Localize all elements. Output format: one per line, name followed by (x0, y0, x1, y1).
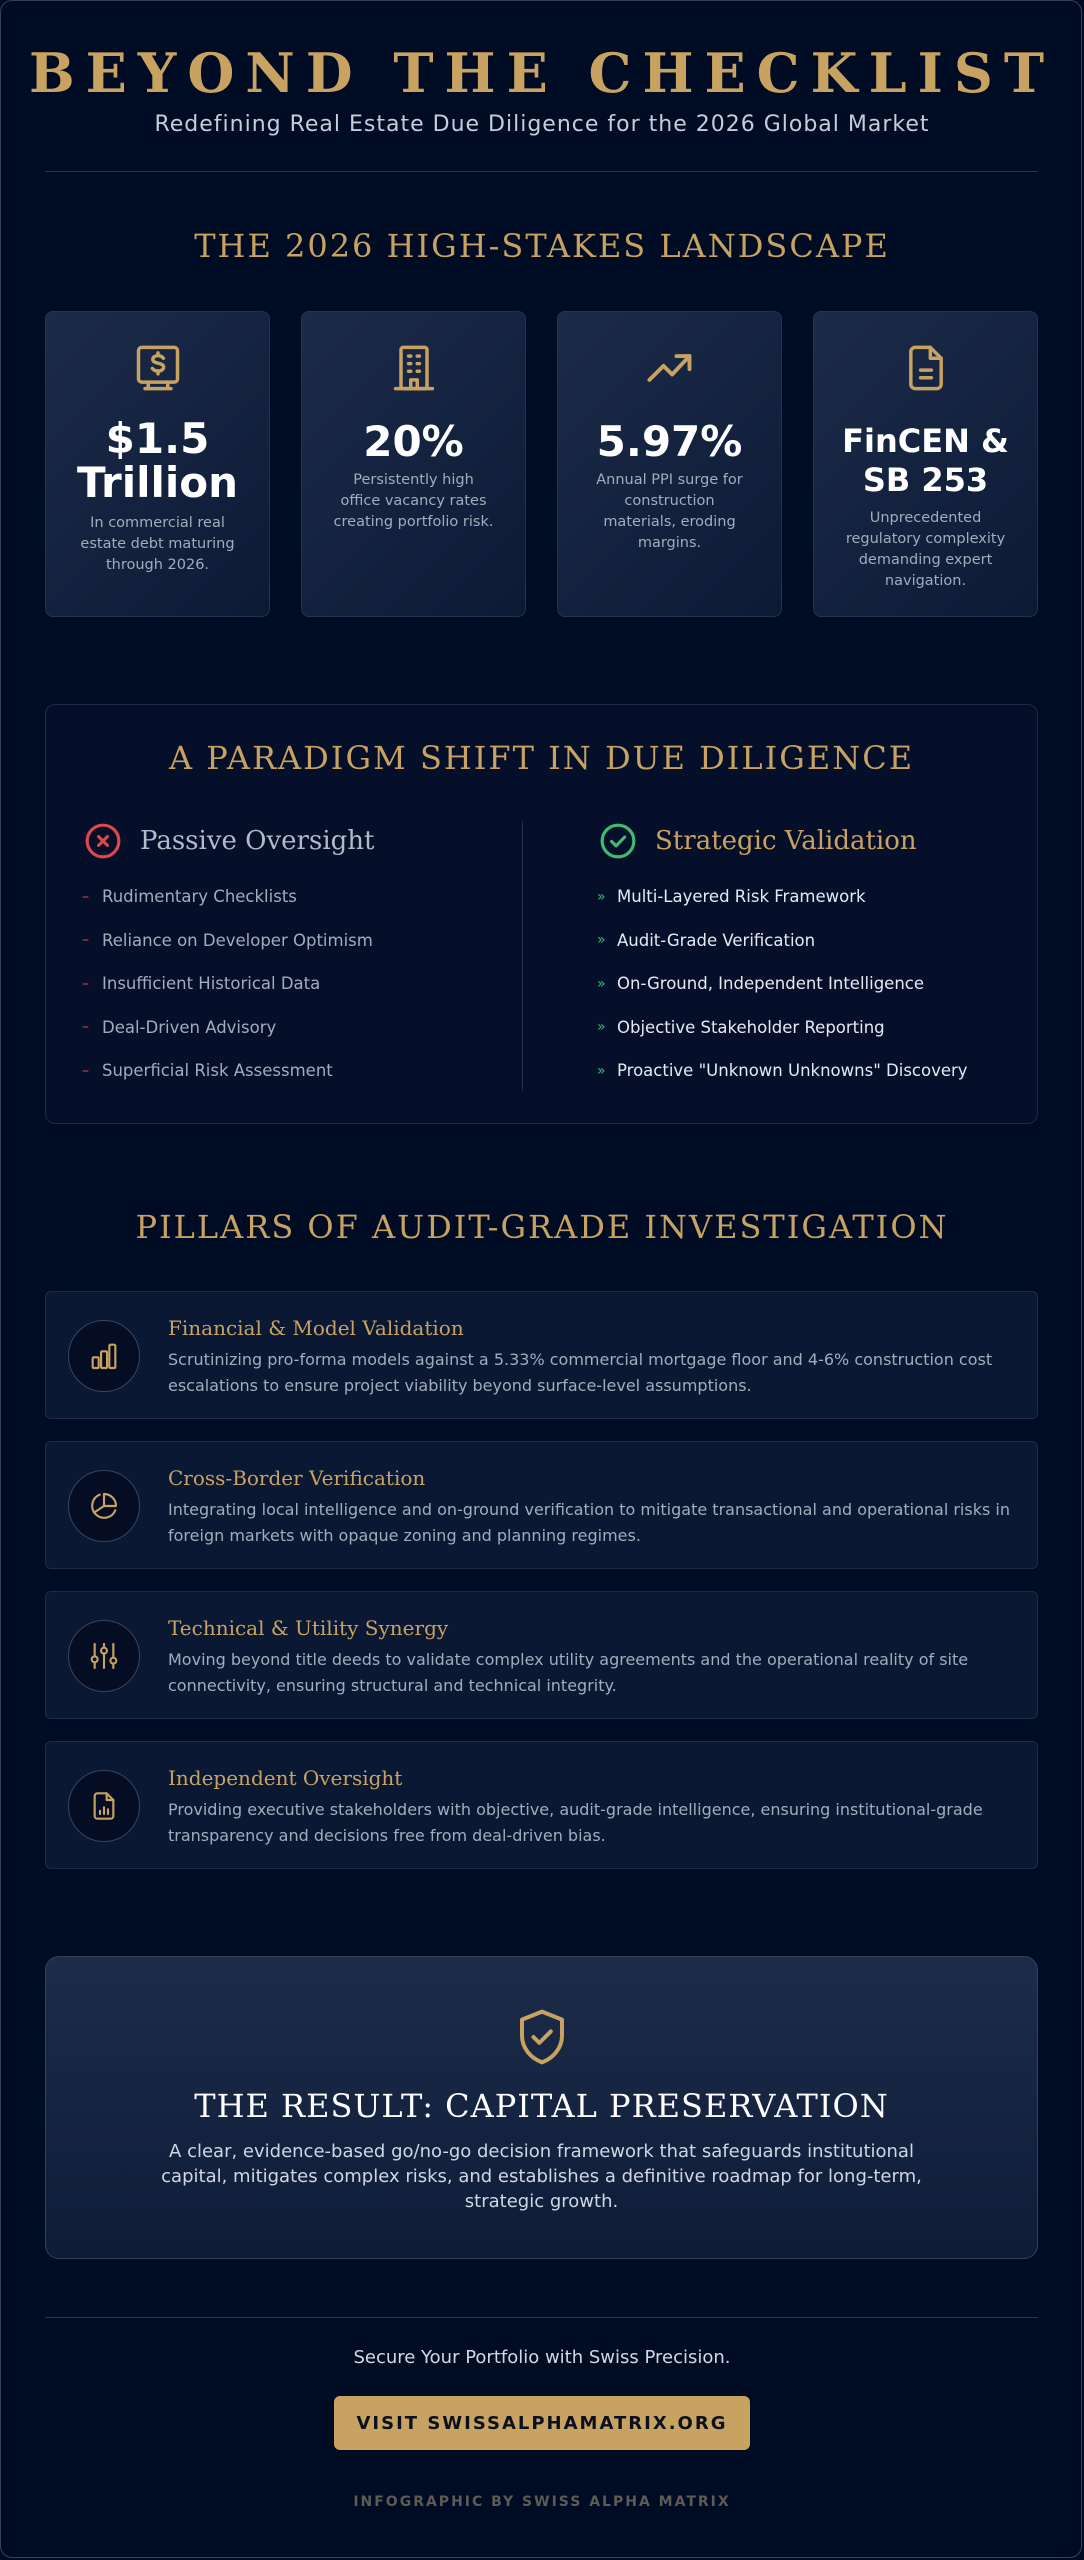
pillar-title: Technical & Utility Synergy (168, 1616, 449, 1640)
strategic-list (597, 875, 968, 1093)
pillar-oversight (45, 1741, 1038, 1869)
list-item: » On-Ground, Independent Intelligence (597, 974, 925, 994)
list-item: – Deal-Driven Advisory (82, 1017, 277, 1037)
chevron-right-icon: » (597, 1062, 606, 1079)
dash-icon: – (82, 888, 89, 905)
stat-card-debt (45, 311, 270, 617)
chevron-right-icon: » (597, 1019, 606, 1036)
stat-description: In commercial real estate debt maturing through 2026. (80, 515, 235, 573)
paradigm-section (45, 704, 1038, 1124)
x-circle-icon (84, 822, 122, 860)
pie-chart-icon (68, 1470, 140, 1542)
stat-value: $1.5 (105, 414, 210, 463)
passive-heading (84, 821, 374, 861)
pillar-title: Independent Oversight (168, 1766, 403, 1790)
pillar-cross-border (45, 1441, 1038, 1569)
check-circle-icon (599, 822, 637, 860)
stat-card-ppi (557, 311, 782, 617)
page-title: BEYOND THE CHECKLIST (28, 41, 1056, 105)
stat-value-sub: SB 253 (862, 461, 989, 499)
list-item: » Objective Stakeholder Reporting (597, 1017, 885, 1037)
stat-description: Annual PPI surge for construction materials, eroding margins. (596, 472, 743, 551)
sliders-icon (68, 1620, 140, 1692)
dash-icon: – (82, 1062, 89, 1079)
pillar-title: Financial & Model Validation (168, 1316, 464, 1340)
stat-value: 5.97% (596, 417, 743, 466)
dash-icon: – (82, 975, 89, 992)
pillar-title: Cross-Border Verification (168, 1466, 426, 1490)
pillars-title: PILLARS OF AUDIT-GRADE INVESTIGATION (135, 1208, 949, 1246)
dash-icon: – (82, 1019, 89, 1036)
result-description: A clear, evidence-based go/no-go decision framework that safeguards institutional capital, mitigates complex risks, and establishes a definitive roadmap for long-term, strategic growth. (161, 2141, 922, 2212)
pillar-description: Providing executive stakeholders with objective, audit-grade intelligence, ensuring institutional-grade transparency and decisions free from deal-driven bias. (168, 1800, 983, 1845)
pillar-description: Moving beyond title deeds to validate complex utility agreements and the operational reality of site connectivity, ensuring structural and technical integrity. (168, 1650, 969, 1695)
header-divider (45, 171, 1038, 172)
passive-list (82, 875, 373, 1093)
dollar-document-icon (46, 342, 269, 398)
credit-text: INFOGRAPHIC BY SWISS ALPHA MATRIX (353, 2494, 731, 2510)
pillar-description: Scrutinizing pro-forma models against a 5.33% commercial mortgage floor and 4-6% construction cost escalations to ensure project viability beyond surface-level assumptions. (168, 1350, 993, 1395)
pillar-financial (45, 1291, 1038, 1419)
chevron-right-icon: » (597, 932, 606, 949)
result-title: THE RESULT: CAPITAL PRESERVATION (194, 2087, 889, 2125)
stat-card-regulatory (813, 311, 1038, 617)
passive-heading-label: Passive Oversight (140, 826, 375, 856)
list-item: – Insufficient Historical Data (82, 974, 321, 994)
stat-value-unit: Trillion (76, 458, 239, 507)
cta-text: Secure Your Portfolio with Swiss Precision. (353, 2347, 731, 2368)
bar-chart-icon (68, 1320, 140, 1392)
list-item: » Proactive "Unknown Unknowns" Discovery (597, 1061, 968, 1081)
stat-value: 20% (363, 417, 464, 466)
strategic-heading-label: Strategic Validation (655, 826, 917, 856)
dash-icon: – (82, 932, 89, 949)
landscape-title: THE 2026 HIGH-STAKES LANDSCAPE (194, 227, 890, 265)
list-item: – Superficial Risk Assessment (82, 1061, 333, 1081)
stat-card-vacancy (301, 311, 526, 617)
page-subtitle: Redefining Real Estate Due Diligence for the 2026 Global Market (154, 112, 930, 137)
pillar-technical (45, 1591, 1038, 1719)
stat-description: Persistently high office vacancy rates creating portfolio risk. (333, 472, 494, 530)
document-icon (814, 342, 1037, 398)
list-item: » Audit-Grade Verification (597, 930, 816, 950)
trending-up-icon (558, 342, 781, 398)
stat-description: Unprecedented regulatory complexity demanding expert navigation. (845, 510, 1006, 589)
paradigm-title: A PARADIGM SHIFT IN DUE DILIGENCE (168, 739, 915, 777)
chevron-right-icon: » (597, 888, 606, 905)
list-item: – Reliance on Developer Optimism (82, 930, 373, 950)
visit-website-button[interactable]: VISIT SWISSALPHAMATRIX.ORG (334, 2396, 750, 2450)
report-file-icon (68, 1770, 140, 1842)
result-section (45, 1956, 1038, 2259)
pillar-description: Integrating local intelligence and on-ground verification to mitigate transactional and operational risks in foreign markets with opaque zoning and planning regimes. (168, 1500, 1010, 1545)
footer-divider (45, 2317, 1038, 2318)
stat-value: FinCEN & (842, 422, 1009, 460)
office-building-icon (302, 342, 525, 398)
shield-check-icon (46, 2005, 1037, 2073)
column-divider (522, 821, 523, 1091)
chevron-right-icon: » (597, 975, 606, 992)
list-item: » Multi-Layered Risk Framework (597, 887, 866, 907)
list-item: – Rudimentary Checklists (82, 887, 297, 907)
strategic-heading (599, 821, 917, 861)
